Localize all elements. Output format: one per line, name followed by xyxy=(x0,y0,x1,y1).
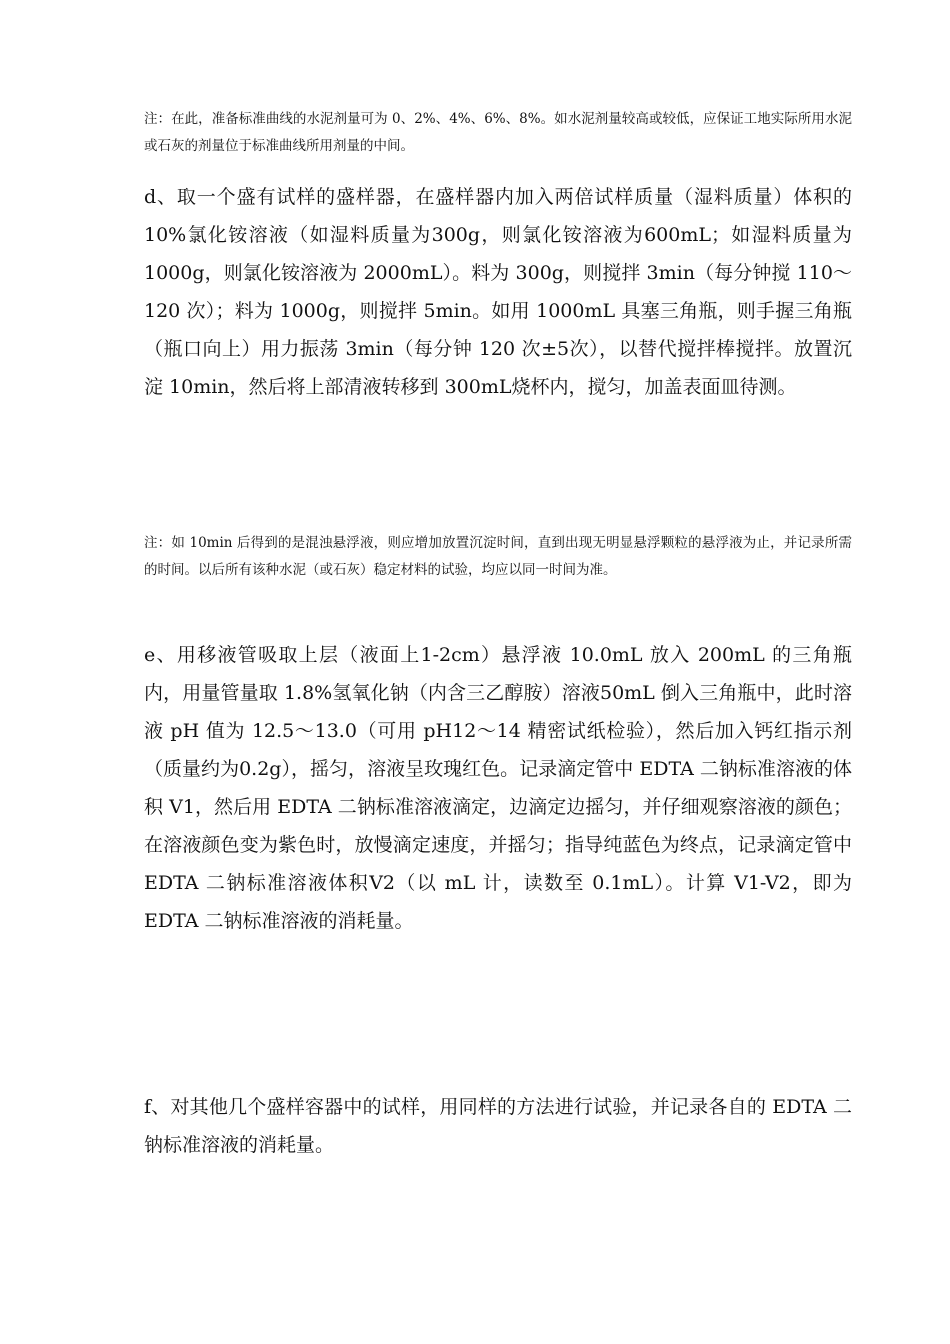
step-f-paragraph: f、对其他几个盛样容器中的试样，用同样的方法进行试验，并记录各自的 EDTA 二钠标准溶液的消耗量。 xyxy=(144,1096,852,1156)
step-d-paragraph: d、取一个盛有试样的盛样器，在盛样器内加入两倍试样质量（湿料质量）体积的 10%氯化铵溶液（如湿料质量为300g，则氯化铵溶液为600mL；如湿料质量为 1000g，则氯化铵溶液为 2000mL）。料为 300g，则搅拌 3min（每分钟搅 110～120 次）；料为 1000g，则搅拌 5min。如用 1000mL 具塞三角瓶，则手握三角瓶（瓶口向上）用力振荡 3min（每分钟 120 次±5次），以替代搅拌棒搅拌。放置沉淀 10min，然后将上部清液转移到 300mL烧杯内，搅匀，加盖表面皿待测。 xyxy=(144,186,852,398)
step-e-paragraph: e、用移液管吸取上层（液面上1-2cm）悬浮液 10.0mL 放入 200mL 的三角瓶内，用量管量取 1.8%氢氧化钠（内含三乙醇胺）溶液50mL 倒入三角瓶中，此时溶液 pH 值为 12.5～13.0（可用 pH12～14 精密试纸检验），然后加入钙红指示剂（质量约为0.2g），摇匀，溶液呈玫瑰红色。记录滴定管中 EDTA 二钠标准溶液的体积 V1，然后用 EDTA 二钠标准溶液滴定，边滴定边摇匀，并仔细观察溶液的颜色；在溶液颜色变为紫色时，放慢滴定速度，并摇匀；指导纯蓝色为终点，记录滴定管中EDTA 二钠标准溶液体积V2（以 mL 计，读数至 0.1mL）。计算 V1-V2，即为 EDTA 二钠标准溶液的消耗量。 xyxy=(144,644,852,932)
note-sedimentation-time: 注：如 10min 后得到的是混浊悬浮液，则应增加放置沉淀时间，直到出现无明显悬浮颗粒的悬浮液为止，并记录所需的时间。以后所有该种水泥（或石灰）稳定材料的试验，均应以同一时间为准。 xyxy=(144,535,852,578)
note-dosage-curve: 注：在此，准备标准曲线的水泥剂量可为 0、2%、4%、6%、8%。如水泥剂量较高或较低，应保证工地实际所用水泥或石灰的剂量位于标准曲线所用剂量的中间。 xyxy=(144,111,852,154)
